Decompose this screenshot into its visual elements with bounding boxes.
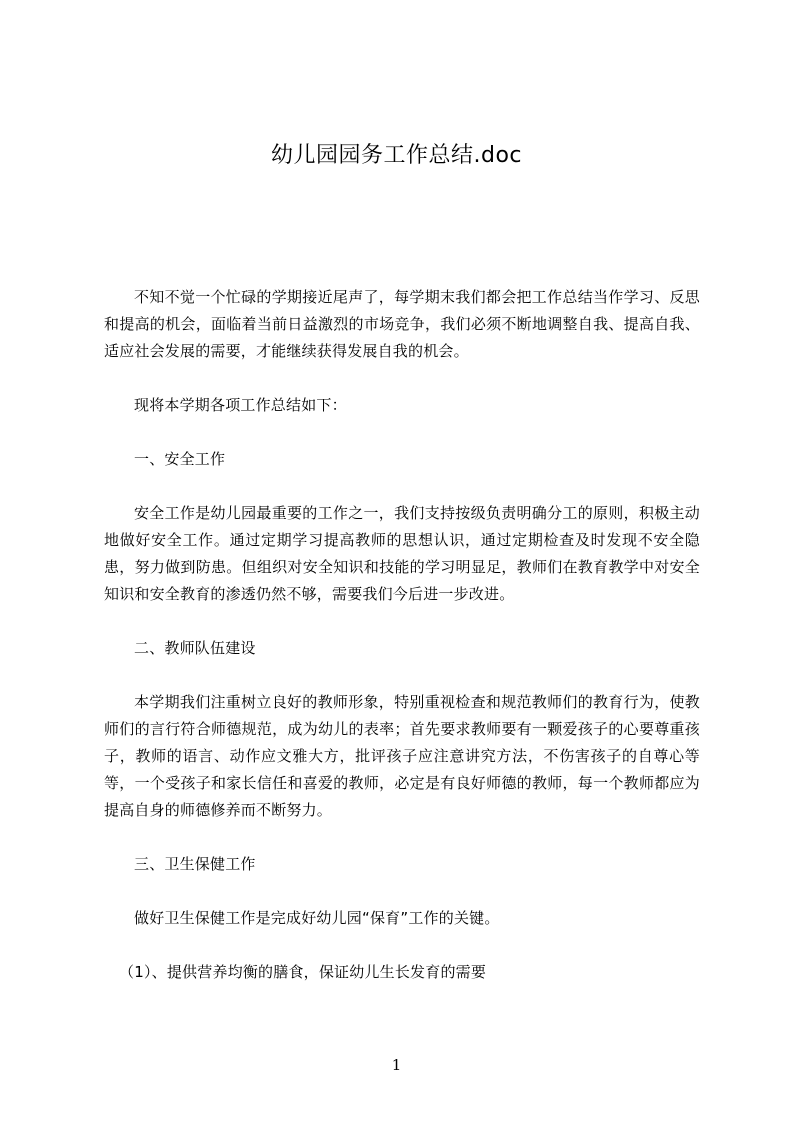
- page-number: 1: [391, 1056, 402, 1074]
- health-item-1: （1）、提供营养均衡的膳食，保证幼儿生长发育的需要: [119, 963, 487, 981]
- teachers-paragraph: 本学期我们注重树立良好的教师形象，特别重视检查和规范教师们的教育行为，使教师们的言行符合师德规范，成为幼儿的表率；首先要求教师要有一颗爱孩子的心要尊重孩子，教师的语言、动作应文雅大方，批评孩子应注意讲究方法，不伤害孩子的自尊心等等，一个受孩子和家长信任和喜爱的教师，必定是有良好师德的教师，每一个教师都应为提高自身的师德修养而不断努力。: [104, 693, 700, 819]
- section-heading-teachers: 二、教师队伍建设: [134, 639, 256, 657]
- section-heading-health: 三、卫生保健工作: [134, 855, 256, 873]
- summary-lead: 现将本学期各项工作总结如下：: [134, 396, 347, 414]
- safety-paragraph: 安全工作是幼儿园最重要的工作之一，我们支持按级负责明确分工的原则，积极主动地做好安全工作。通过定期学习提高教师的思想认识，通过定期检查及时发现不安全隐患，努力做到防患。但组织对安全知识和技能的学习明显足，教师们在教育教学中对安全知识和安全教育的渗透仍然不够，需要我们今后进一步改进。: [104, 504, 700, 603]
- intro-paragraph: 不知不觉一个忙碌的学期接近尾声了，每学期末我们都会把工作总结当作学习、反思和提高的机会，面临着当前日益激烈的市场竞争，我们必须不断地调整自我、提高自我、适应社会发展的需要，才能继续获得发展自我的机会。: [104, 288, 700, 360]
- document-body: [104, 284, 700, 1013]
- document-title: 幼儿园园务工作总结.doc: [270, 143, 522, 168]
- section-heading-safety: 一、安全工作: [134, 450, 226, 468]
- health-paragraph: 做好卫生保健工作是完成好幼儿园“保育”工作的关键。: [134, 909, 500, 927]
